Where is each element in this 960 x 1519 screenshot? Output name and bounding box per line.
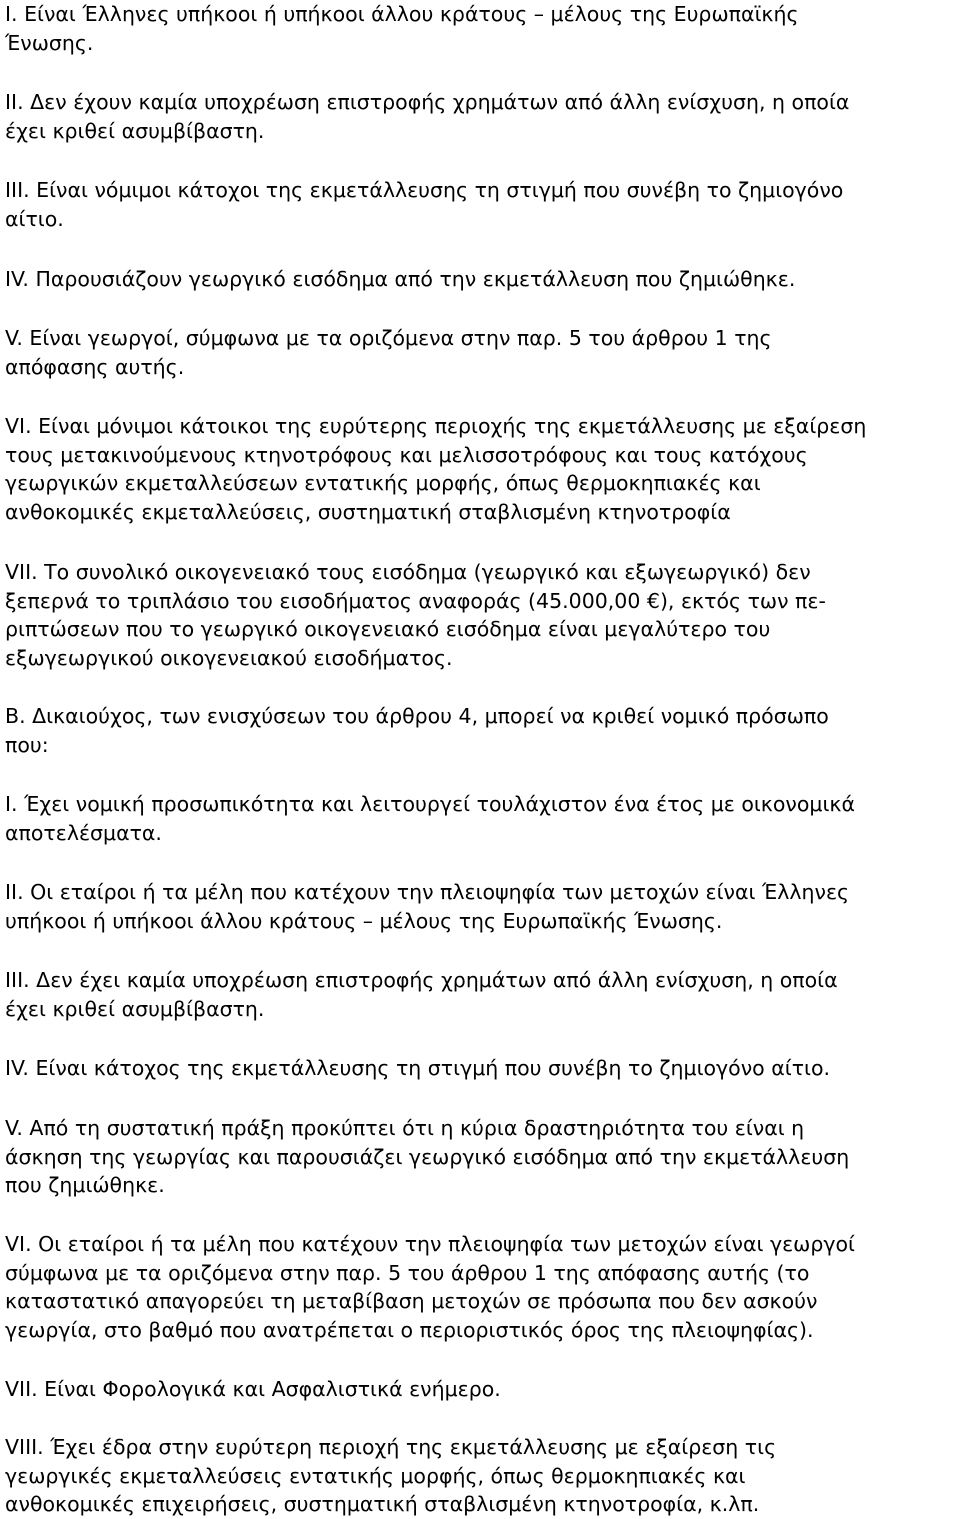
paragraph-line: I. Έχει νομική προσωπικότητα και λειτουργεί τουλάχιστον ένα έτος με οικονομικά xyxy=(5,792,855,816)
paragraph-line: V. Από τη συστατική πράξη προκύπτει ότι η κύρια δραστηριότητα του είναι η xyxy=(5,1116,805,1140)
paragraph-line: Ένωσης. xyxy=(5,30,94,55)
paragraph-line: V. Είναι γεωργοί, σύμφωνα με τα οριζόμενα στην παρ. 5 του άρθρου 1 της xyxy=(5,326,772,350)
paragraph-line: τους μετακινούμενους κτηνοτρόφους και μελισσοτρόφους και τους κατόχους xyxy=(5,442,808,467)
paragraph-line: I. Είναι Έλληνες υπήκοοι ή υπήκοοι άλλου κράτους – μέλους της Ευρωπαϊκής xyxy=(5,2,799,26)
paragraph-line: ανθοκομικές επιχειρήσεις, συστηματική σταβλισμένη κτηνοτροφία, κ.λπ. xyxy=(5,1492,760,1516)
paragraph-line: που: xyxy=(5,732,49,757)
paragraph-b1 xyxy=(5,790,955,847)
paragraph-a2 xyxy=(5,88,955,145)
paragraph-line: εξωγεωργικού οικογενειακού εισοδήματος. xyxy=(5,645,453,670)
paragraph-line: αίτιο. xyxy=(5,206,64,231)
paragraph-line: που ζημιώθηκε. xyxy=(5,1173,165,1197)
paragraph-line: σύμφωνα με τα οριζόμενα στην παρ. 5 του άρθρου 1 της απόφασης αυτής (το xyxy=(5,1260,810,1285)
paragraph-line: καταστατικό απαγορεύει τη μεταβίβαση μετοχών σε πρόσωπα που δεν ασκούν xyxy=(5,1289,818,1313)
paragraph-line: VIII. Έχει έδρα στην ευρύτερη περιοχή της εκμετάλλευσης με εξαίρεση τις xyxy=(5,1435,777,1459)
paragraph-line: έχει κριθεί ασυμβίβαστη. xyxy=(5,996,265,1021)
paragraph-a6 xyxy=(5,412,955,526)
paragraph-line: II. Δεν έχουν καμία υποχρέωση επιστροφής χρημάτων από άλλη ενίσχυση, η οποία xyxy=(5,90,850,114)
paragraph-line: II. Οι εταίροι ή τα μέλη που κατέχουν την πλειοψηφία των μετοχών είναι Έλληνες xyxy=(5,880,850,904)
paragraph-line: γεωργία, στο βαθμό που ανατρέπεται ο περιοριστικός όρος της πλειοψηφίας). xyxy=(5,1317,814,1342)
paragraph-line: άσκηση της γεωργίας και παρουσιάζει γεωργικό εισόδημα από την εκμετάλλευση xyxy=(5,1144,850,1169)
paragraph-a4 xyxy=(5,265,955,294)
paragraph-b8 xyxy=(5,1433,955,1519)
paragraph-line: III. Είναι νόμιμοι κάτοχοι της εκμετάλλευσης τη στιγμή που συνέβη το ζημιογόνο xyxy=(5,178,844,202)
paragraph-line: ανθοκομικές εκμεταλλεύσεις, συστηματική σταβλισμένη κτηνοτροφία xyxy=(5,499,731,524)
paragraph-line: ξεπερνά το τριπλάσιο του εισοδήματος αναφοράς (45.000,00 €), εκτός των πε- xyxy=(5,588,826,613)
paragraph-b5 xyxy=(5,1114,955,1200)
paragraph-line: IV. Είναι κάτοχος της εκμετάλλευσης τη στιγμή που συνέβη το ζημιογόνο αίτιο. xyxy=(5,1056,831,1080)
paragraph-line: υπήκοοι ή υπήκοοι άλλου κράτους – μέλους της Ευρωπαϊκής Ένωσης. xyxy=(5,908,723,933)
paragraph-b0 xyxy=(5,702,955,759)
paragraph-a5 xyxy=(5,324,955,381)
paragraph-b6 xyxy=(5,1230,955,1344)
paragraph-b2 xyxy=(5,878,955,935)
paragraph-line: γεωργικών εκμεταλλεύσεων εντατικής μορφής, όπως θερμοκηπιακές και xyxy=(5,471,761,495)
paragraph-line: Β. Δικαιούχος, των ενισχύσεων του άρθρου 4, μπορεί να κριθεί νομικό πρόσωπο xyxy=(5,704,829,728)
paragraph-a7 xyxy=(5,558,955,672)
paragraph-line: VII. Το συνολικό οικογενειακό τους εισόδημα (γεωργικό και εξωγεωργικό) δεν xyxy=(5,560,811,584)
paragraph-b4 xyxy=(5,1054,955,1083)
paragraph-line: III. Δεν έχει καμία υποχρέωση επιστροφής χρημάτων από άλλη ενίσχυση, η οποία xyxy=(5,968,838,992)
paragraph-line: VI. Οι εταίροι ή τα μέλη που κατέχουν την πλειοψηφία των μετοχών είναι γεωργοί xyxy=(5,1232,855,1256)
paragraph-line: IV. Παρουσιάζουν γεωργικό εισόδημα από την εκμετάλλευση που ζημιώθηκε. xyxy=(5,267,796,291)
paragraph-line: αποτελέσματα. xyxy=(5,820,162,845)
paragraph-line: απόφασης αυτής. xyxy=(5,354,185,379)
paragraph-line: ριπτώσεων που το γεωργικό οικογενειακό εισόδημα είναι μεγαλύτερο του xyxy=(5,617,771,641)
paragraph-line: VI. Είναι μόνιμοι κάτοικοι της ευρύτερης περιοχής της εκμετάλλευσης με εξαίρεση xyxy=(5,414,867,438)
paragraph-b7 xyxy=(5,1375,955,1404)
paragraph-b3 xyxy=(5,966,955,1023)
paragraph-line: γεωργικές εκμεταλλεύσεις εντατικής μορφής, όπως θερμοκηπιακές και xyxy=(5,1463,746,1488)
paragraph-line: VII. Είναι Φορολογικά και Ασφαλιστικά ενήμερο. xyxy=(5,1377,501,1401)
paragraph-a3 xyxy=(5,176,955,233)
paragraph-line: έχει κριθεί ασυμβίβαστη. xyxy=(5,118,265,143)
paragraph-a1 xyxy=(5,0,955,57)
